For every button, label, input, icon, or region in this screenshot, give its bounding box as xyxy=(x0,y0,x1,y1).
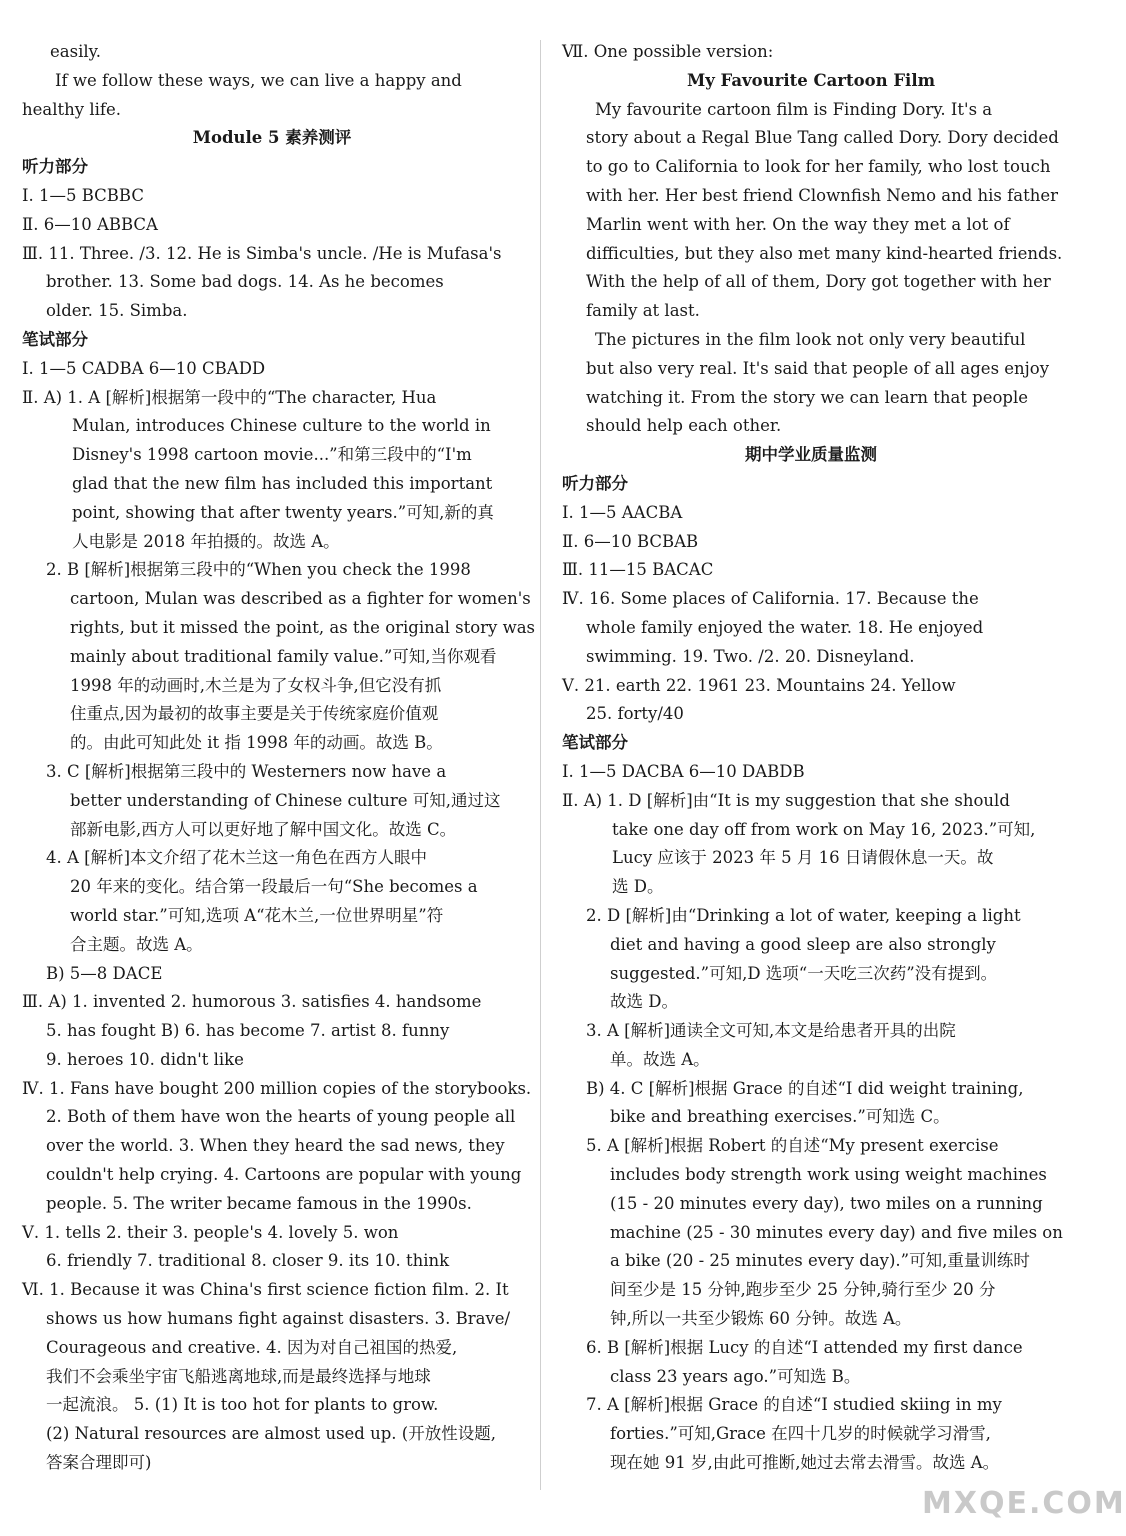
text-line: older. 15. Simba. xyxy=(46,301,188,321)
text-line: Ⅴ. 1. tells 2. their 3. people's 4. lovely 5. won xyxy=(22,1222,399,1242)
text-line: 住重点,因为最初的故事主要是关于传统家庭价值观 xyxy=(70,704,439,724)
text-line: 3. A [解析]通读全文可知,本文是给患者开具的出院 xyxy=(586,1021,956,1041)
text-line: diet and having a good sleep are also strongly xyxy=(610,934,996,954)
section-heading: 笔试部分 xyxy=(562,733,628,753)
text-line: 故选 D。 xyxy=(610,992,678,1012)
text-line: 6. B [解析]根据 Lucy 的自述“I attended my first dance xyxy=(586,1337,1023,1357)
text-line: 人电影是 2018 年拍摄的。故选 A。 xyxy=(72,531,340,551)
text-line: 钟,所以一共至少锻炼 60 分钟。故选 A。 xyxy=(610,1309,912,1329)
section-heading: 听力部分 xyxy=(562,473,628,493)
text-line: 3. C [解析]根据第三段中的 Westerners now have a xyxy=(46,761,447,781)
text-line: Ⅳ. 1. Fans have bought 200 million copies of the storybooks. xyxy=(22,1078,532,1098)
text-line: Ⅶ. One possible version: xyxy=(562,42,774,61)
text-line: Ⅲ. 11. Three. /3. 12. He is Simba's uncle. /He is Mufasa's xyxy=(22,243,502,263)
right-column xyxy=(562,38,1063,1478)
text-line: 2. Both of them have won the hearts of young people all xyxy=(46,1107,516,1127)
text-line: 合主题。故选 A。 xyxy=(70,934,203,954)
text-line: healthy life. xyxy=(22,99,121,119)
text-line: 2. B [解析]根据第三段中的“When you check the 1998 xyxy=(46,560,471,580)
text-line: with her. Her best friend Clownfish Nemo and his father xyxy=(586,185,1058,205)
text-line: story about a Regal Blue Tang called Dory. Dory decided xyxy=(586,128,1059,148)
text-line: Ⅲ. 11—15 BACAC xyxy=(562,560,714,580)
text-line: Ⅰ. 1—5 CADBA 6—10 CBADD xyxy=(22,358,266,378)
text-line: 我们不会乘坐宇宙飞船逃离地球,而是最终选择与地球 xyxy=(46,1366,431,1386)
section-title: 期中学业质量监测 xyxy=(745,445,877,465)
text-line: couldn't help crying. 4. Cartoons are popular with young xyxy=(46,1165,522,1185)
section-heading: 听力部分 xyxy=(22,157,88,177)
text-line: difficulties, but they also met many kind-hearted friends. xyxy=(586,243,1063,263)
text-line: B) 4. C [解析]根据 Grace 的自述“I did weight training, xyxy=(586,1078,1024,1098)
text-line: includes body strength work using weight machines xyxy=(610,1165,1047,1185)
watermark-logo: MXQE.COM xyxy=(922,1486,1126,1521)
text-line: 现在她 91 岁,由此可推断,她过去常去滑雪。故选 A。 xyxy=(610,1453,1000,1473)
text-line: 答案合理即可) xyxy=(46,1453,152,1473)
text-line: Marlin went with her. On the way they met a lot of xyxy=(586,214,1010,234)
text-line: 部新电影,西方人可以更好地了解中国文化。故选 C。 xyxy=(70,819,457,839)
text-line: cartoon, Mulan was described as a fighter for women's xyxy=(70,589,531,609)
text-line: suggested.”可知,D 选项“一天吃三次药”没有提到。 xyxy=(610,963,998,983)
text-line: Ⅰ. 1—5 AACBA xyxy=(562,502,683,522)
text-line: Ⅱ. 6—10 ABBCA xyxy=(22,214,158,234)
text-line: 间至少是 15 分钟,跑步至少 25 分钟,骑行至少 20 分 xyxy=(610,1280,996,1300)
text-line: 20 年来的变化。结合第一段最后一句“She becomes a xyxy=(70,877,478,897)
text-line: point, showing that after twenty years.”可知,新的真 xyxy=(72,502,494,522)
text-line: a bike (20 - 25 minutes every day).”可知,重量训练时 xyxy=(610,1251,1030,1271)
text-line: take one day off from work on May 16, 2023.”可知, xyxy=(612,819,1036,839)
text-line: Ⅱ. 6—10 BCBAB xyxy=(562,531,699,551)
text-line: 选 D。 xyxy=(612,877,664,897)
text-line: 9. heroes 10. didn't like xyxy=(46,1049,244,1069)
text-line: 5. A [解析]根据 Robert 的自述“My present exercise xyxy=(586,1136,999,1156)
text-line: mainly about traditional family value.”可知,当你观看 xyxy=(70,646,497,666)
text-line: swimming. 19. Two. /2. 20. Disneyland. xyxy=(586,646,915,666)
text-line: shows us how humans fight against disasters. 3. Brave/ xyxy=(46,1309,511,1329)
text-line: If we follow these ways, we can live a happy and xyxy=(55,70,462,90)
text-line: whole family enjoyed the water. 18. He enjoyed xyxy=(586,617,984,637)
text-line: Mulan, introduces Chinese culture to the world in xyxy=(72,416,491,436)
text-line: Ⅳ. 16. Some places of California. 17. Because the xyxy=(562,589,979,609)
text-line: but also very real. It's said that people of all ages enjoy xyxy=(586,358,1050,378)
text-line: 一起流浪。 5. (1) It is too hot for plants to grow. xyxy=(46,1395,439,1415)
text-line: With the help of all of them, Dory got together with her xyxy=(586,272,1051,292)
text-line: 的。由此可知此处 it 指 1998 年的动画。故选 B。 xyxy=(70,733,443,753)
text-line: Courageous and creative. 4. 因为对自己祖国的热爱, xyxy=(46,1337,458,1357)
text-line: rights, but it missed the point, as the original story was xyxy=(70,617,536,637)
section-heading: 笔试部分 xyxy=(22,329,88,349)
text-line: (15 - 20 minutes every day), two miles on a running xyxy=(610,1193,1043,1213)
text-line: Ⅴ. 21. earth 22. 1961 23. Mountains 24. Yellow xyxy=(562,675,956,695)
text-line: bike and breathing exercises.”可知选 C。 xyxy=(610,1107,950,1127)
section-title: Module 5 素养测评 xyxy=(192,128,352,148)
text-line: Ⅲ. A) 1. invented 2. humorous 3. satisfies 4. handsome xyxy=(22,992,482,1012)
text-line: machine (25 - 30 minutes every day) and five miles on xyxy=(610,1222,1063,1242)
text-line: people. 5. The writer became famous in the 1990s. xyxy=(46,1193,472,1213)
text-line: brother. 13. Some bad dogs. 14. As he becomes xyxy=(46,272,444,292)
text-line: should help each other. xyxy=(586,416,782,436)
text-line: 4. A [解析]本文介绍了花木兰这一角色在西方人眼中 xyxy=(46,848,428,868)
text-line: better understanding of Chinese culture 可知,通过这 xyxy=(70,790,501,810)
text-line: 6. friendly 7. traditional 8. closer 9. its 10. think xyxy=(46,1251,450,1271)
text-line: to go to California to look for her family, who lost touch xyxy=(586,157,1051,177)
text-line: 2. D [解析]由“Drinking a lot of water, keeping a light xyxy=(586,905,1021,925)
text-line: family at last. xyxy=(586,301,700,321)
text-line: Ⅱ. A) 1. A [解析]根据第一段中的“The character, Hua xyxy=(22,387,437,407)
text-line: easily. xyxy=(50,42,101,61)
text-line: forties.”可知,Grace 在四十几岁的时候就学习滑雪, xyxy=(610,1424,991,1444)
text-line: Disney's 1998 cartoon movie...”和第三段中的“I'm xyxy=(72,445,472,465)
text-line: world star.”可知,选项 A“花木兰,一位世界明星”符 xyxy=(70,905,444,925)
column-divider xyxy=(540,40,541,1490)
text-line: 5. has fought B) 6. has become 7. artist 8. funny xyxy=(46,1021,450,1041)
text-line: (2) Natural resources are almost used up. (开放性设题, xyxy=(46,1424,496,1444)
text-line: My favourite cartoon film is Finding Dory. It's a xyxy=(595,99,993,119)
section-title: My Favourite Cartoon Film xyxy=(686,70,936,90)
text-line: over the world. 3. When they heard the sad news, they xyxy=(46,1136,505,1156)
left-column xyxy=(22,38,536,1478)
text-line: watching it. From the story we can learn that people xyxy=(586,387,1029,407)
text-line: Ⅰ. 1—5 DACBA 6—10 DABDB xyxy=(562,761,805,781)
text-line: glad that the new film has included this important xyxy=(72,473,493,493)
text-line: Ⅱ. A) 1. D [解析]由“It is my suggestion that she should xyxy=(562,790,1010,810)
text-line: Ⅵ. 1. Because it was China's first science fiction film. 2. It xyxy=(22,1280,509,1300)
text-line: class 23 years ago.”可知选 B。 xyxy=(610,1366,861,1386)
text-line: Ⅰ. 1—5 BCBBC xyxy=(22,185,144,205)
text-line: Lucy 应该于 2023 年 5 月 16 日请假休息一天。故 xyxy=(612,848,994,868)
text-line: The pictures in the film look not only very beautiful xyxy=(595,329,1026,349)
text-line: 25. forty/40 xyxy=(586,704,684,724)
text-line: B) 5—8 DACE xyxy=(46,963,163,983)
text-line: 单。故选 A。 xyxy=(610,1049,710,1069)
text-line: 1998 年的动画时,木兰是为了女权斗争,但它没有抓 xyxy=(70,675,442,695)
text-line: 7. A [解析]根据 Grace 的自述“I studied skiing in my xyxy=(586,1395,1002,1415)
